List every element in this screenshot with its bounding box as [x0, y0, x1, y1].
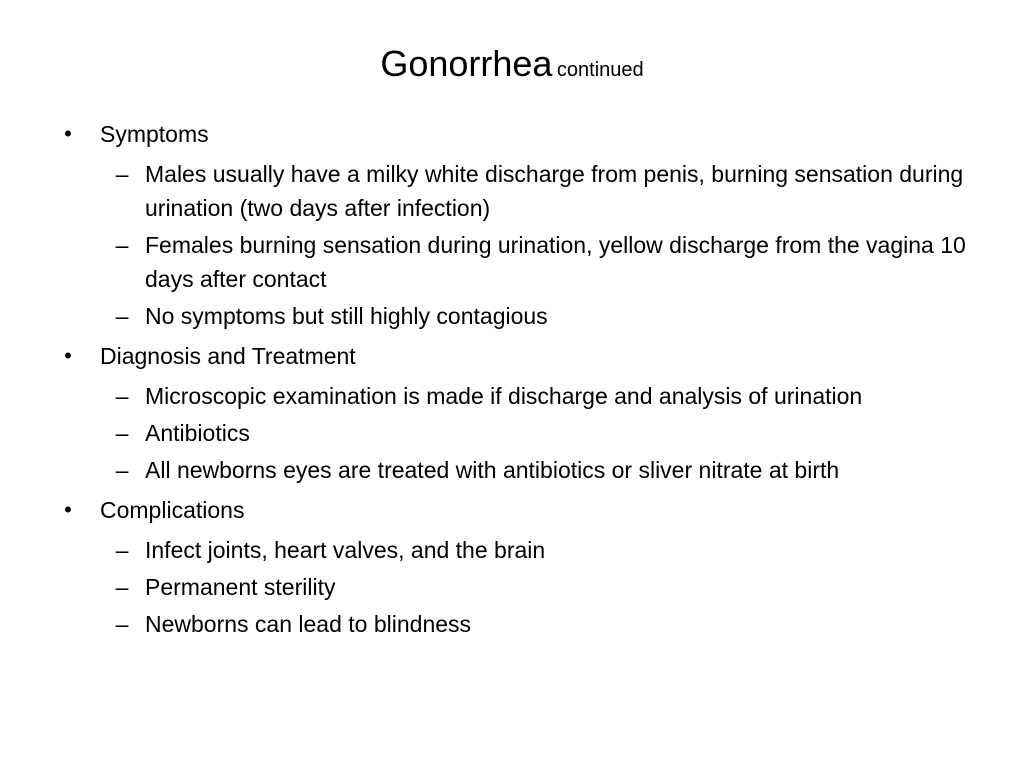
bullet-icon: •: [64, 121, 72, 146]
section-heading-diagnosis: [0, 336, 1024, 376]
dash-icon: –: [115, 383, 129, 409]
list-item-text: Permanent sterility: [145, 574, 336, 600]
bullet-list: [0, 114, 1024, 644]
list-item: [0, 416, 1024, 450]
list-item: [0, 533, 1024, 567]
dash-icon: –: [115, 420, 129, 446]
list-item: [0, 379, 1024, 413]
bullet-icon: •: [64, 497, 72, 522]
list-item-text: No symptoms but still highly contagious: [145, 303, 548, 329]
list-item-text: Infect joints, heart valves, and the brain: [145, 537, 546, 563]
title-suffix: continued: [556, 59, 644, 81]
section-heading-complications: [0, 490, 1024, 530]
section-heading-label: Diagnosis and Treatment: [100, 343, 356, 369]
list-item-text: Males usually have a milky white discharge from penis, burning sensation during urination (two days after infection): [145, 161, 964, 221]
title-text: Gonorrhea: [380, 43, 553, 84]
list-item-text: Newborns can lead to blindness: [145, 611, 472, 637]
list-item: [0, 453, 1024, 487]
bullet-icon: •: [64, 343, 72, 368]
list-item: [0, 299, 1024, 333]
section-heading-label: Complications: [100, 497, 245, 523]
list-item: [0, 607, 1024, 641]
dash-icon: –: [115, 161, 129, 187]
slide-title: [0, 40, 1024, 96]
dash-icon: –: [115, 457, 129, 483]
list-item: [0, 228, 1024, 296]
list-item-text: All newborns eyes are treated with antibiotics or sliver nitrate at birth: [145, 457, 840, 483]
section-heading-label: Symptoms: [100, 121, 209, 147]
dash-icon: –: [115, 611, 129, 637]
list-item: [0, 570, 1024, 604]
list-item-text: Antibiotics: [145, 420, 250, 446]
dash-icon: –: [115, 537, 129, 563]
list-item-text: Microscopic examination is made if discharge and analysis of urination: [145, 383, 863, 409]
dash-icon: –: [115, 574, 129, 600]
dash-icon: –: [115, 232, 129, 258]
dash-icon: –: [115, 303, 129, 329]
section-heading-symptoms: [0, 114, 1024, 154]
list-item-text: Females burning sensation during urination, yellow discharge from the vagina 10 days after contact: [145, 232, 966, 292]
list-item: [0, 157, 1024, 225]
